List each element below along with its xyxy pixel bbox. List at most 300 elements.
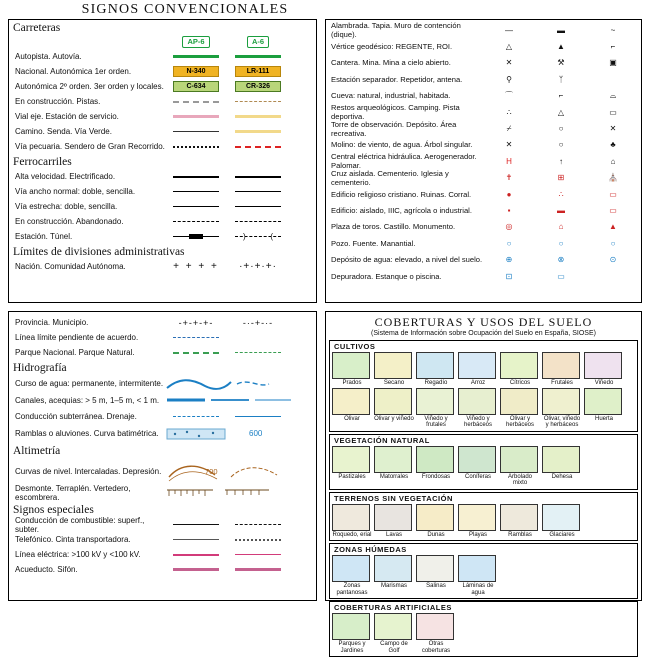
siose-swatch: [542, 388, 580, 415]
point-symbol-glyph: ✕: [505, 58, 513, 68]
siose-caption: Arbolado mixto: [507, 473, 533, 486]
point-symbol-glyph: ✕: [609, 124, 617, 134]
symbol-contour-lines: [165, 459, 305, 483]
siose-swatch: [332, 555, 370, 582]
siose-tile-row: [332, 351, 635, 387]
siose-swatch: [458, 446, 496, 473]
point-symbol-glyph: H: [506, 156, 512, 166]
point-symbol-glyph: ♣: [610, 140, 616, 150]
symbol-fuel-pipeline-surface: [173, 524, 219, 525]
row-desmonte: [9, 484, 316, 502]
symbol-conveyor-belt: [235, 539, 281, 541]
label-desmonte: Desmonte. Terraplén. Vertedero, escombrera.: [15, 484, 131, 502]
row-linea-pendiente: [9, 330, 316, 345]
siose-groups: [326, 340, 641, 657]
tag-n340: N-340: [173, 66, 219, 77]
symbol-tunnel: ) (: [235, 236, 281, 237]
siose-tile[interactable]: [332, 388, 372, 429]
siose-tile[interactable]: [416, 352, 456, 387]
siose-swatch: [332, 446, 370, 473]
point-symbol-glyph: ⊞: [557, 173, 565, 183]
siose-caption: Playas: [468, 531, 487, 538]
point-symbol-glyph: ▲: [557, 42, 565, 52]
point-symbol-glyph: ⛪: [608, 173, 618, 183]
siose-tile[interactable]: [374, 613, 414, 654]
siose-group-heading: COBERTURAS ARTIFICIALES: [334, 603, 452, 612]
siose-caption: Olivar, viñedo y herbáceos: [543, 415, 581, 428]
siose-group-heading: CULTIVOS: [334, 342, 376, 351]
point-symbol-glyph: ⌐: [610, 42, 616, 52]
symbol-ramblas: [165, 426, 245, 442]
point-symbol-label: Restos arqueológicos. Camping. Pista deportiva.: [331, 103, 460, 122]
siose-swatch: [374, 504, 412, 531]
point-symbol-glyph: ○: [506, 238, 512, 248]
symbol-province-boundary: -+-+-+-: [178, 317, 214, 328]
row-conduccion-subterranea: [9, 409, 316, 424]
label-linea-pendiente: Línea límite pendiente de acuerdo.: [15, 333, 139, 342]
point-symbol-glyph: ✕: [505, 140, 513, 150]
label-camino-senda: Camino. Senda. Vía Verde.: [15, 126, 112, 136]
siose-tile[interactable]: [458, 446, 498, 487]
siose-swatch: [458, 352, 496, 379]
label-telefonico: Telefónico. Cinta transportadora.: [15, 535, 131, 544]
section-heading-hidrografia: Hidrografía: [13, 362, 67, 374]
label-nacional: Nacional. Autonómica 1er orden.: [15, 66, 132, 76]
row-nacion-ca: [9, 259, 316, 274]
siose-caption: Prados: [342, 380, 362, 386]
point-symbol-glyph: ⌂: [610, 156, 616, 166]
label-curso-agua: Curso de agua: permanente, intermitente.: [15, 379, 164, 388]
siose-caption: Viñedo: [594, 380, 614, 386]
siose-swatch: [416, 446, 454, 473]
symbol-natural-park: [235, 352, 281, 353]
siose-tile[interactable]: [416, 388, 456, 429]
point-symbol-glyph: ∴: [506, 107, 512, 117]
point-symbol-glyph: △: [557, 107, 565, 117]
point-symbol-row: [326, 251, 641, 267]
row-estacion-tunel: [9, 229, 316, 244]
row-rail-construccion: [9, 214, 316, 229]
shield-a6: A-6: [247, 36, 269, 48]
label-acueducto: Acueducto. Sifón.: [15, 565, 78, 574]
row-camino-senda: [9, 124, 316, 139]
point-symbol-row: [326, 153, 641, 169]
section-heading-signos-especiales: Signos especiales: [13, 504, 94, 516]
siose-caption: Zonas pantanosas: [336, 583, 368, 596]
label-autonomica: Autonómica 2º orden. 3er orden y locales.: [15, 81, 164, 91]
siose-swatch: [374, 352, 412, 379]
symbol-service-station: [235, 115, 281, 118]
symbol-siphon: [235, 568, 281, 571]
siose-tile[interactable]: [500, 446, 540, 487]
point-symbol-glyph: ▭: [609, 107, 617, 117]
point-symbol-glyph: ▬: [557, 205, 565, 215]
point-symbol-glyph: ▲: [609, 222, 617, 232]
point-symbol-glyph: ∴: [558, 189, 564, 199]
siose-caption: Dunas: [427, 531, 445, 538]
symbol-track: [235, 101, 281, 102]
siose-caption: Olivar: [344, 415, 360, 422]
point-symbol-glyph: ᛉ: [558, 74, 564, 84]
point-symbol-glyph: ●: [506, 189, 512, 199]
symbol-municipal-boundary: -·-+-·-: [242, 317, 274, 328]
siose-caption: Cítricos: [509, 380, 531, 386]
symbol-camino: [173, 131, 219, 132]
label-bathymetric-value: 600: [249, 429, 263, 438]
siose-tile[interactable]: [500, 504, 540, 539]
symbol-station: [173, 236, 219, 237]
siose-tile[interactable]: [374, 388, 414, 429]
point-symbol-row: [326, 268, 641, 284]
siose-tile[interactable]: [374, 504, 414, 539]
symbol-ca-boundary: ·+·+·+·: [239, 260, 277, 272]
symbol-pending-boundary: [173, 337, 219, 338]
point-symbol-glyph: ⌒: [505, 91, 513, 101]
row-via-estrecha: [9, 199, 316, 214]
siose-group: [329, 601, 638, 657]
siose-caption: Regadío: [424, 380, 448, 386]
siose-caption: Lavas: [385, 531, 402, 538]
symbol-watercourse: [165, 376, 295, 392]
point-symbol-glyph: ◎: [505, 222, 513, 232]
siose-tile[interactable]: [332, 504, 372, 539]
symbol-gr-path: [235, 146, 281, 148]
section-heading-ferrocarriles: Ferrocarriles: [13, 156, 72, 168]
point-symbol-label: Vértice geodésico: REGENTE, ROI.: [331, 42, 453, 52]
symbol-motorway-line: [173, 55, 219, 58]
siose-tile[interactable]: [584, 352, 624, 387]
label-nacion-ca: Nación. Comunidad Autónoma.: [15, 261, 126, 271]
point-symbol-label: Depósito de agua: elevado, a nivel del suelo.: [331, 255, 483, 265]
point-symbol-glyph: ↑: [559, 156, 563, 166]
point-symbol-glyph: ~: [610, 25, 616, 35]
section-heading-carreteras: Carreteras: [13, 22, 61, 34]
siose-swatch: [374, 446, 412, 473]
point-symbol-label: Molino: de viento, de agua. Árbol singular.: [331, 140, 473, 150]
siose-group-heading: TERRENOS SIN VEGETACIÓN: [334, 493, 453, 503]
siose-title: COBERTURAS Y USOS DEL SUELO: [374, 315, 593, 329]
row-construccion-pistas: [9, 94, 316, 109]
point-symbol-row: [326, 186, 641, 202]
siose-swatch: [416, 504, 454, 531]
siose-caption: Viñedo y herbáceos: [463, 415, 493, 428]
siose-swatch: [584, 388, 622, 415]
siose-swatch: [500, 352, 538, 379]
row-parques: [9, 345, 316, 360]
symbol-narrow-double: [173, 206, 219, 207]
point-symbol-label: Edificio religioso cristiano. Ruinas. Corral.: [331, 189, 472, 199]
siose-caption: Huerta: [594, 415, 613, 422]
siose-tile[interactable]: [584, 388, 624, 429]
siose-tile[interactable]: [458, 388, 498, 429]
siose-tile[interactable]: [542, 504, 582, 539]
point-symbol-glyph: ✝: [505, 173, 513, 183]
section-heading-altimetria: Altimetría: [13, 445, 61, 457]
point-symbol-glyph: ▬: [557, 25, 565, 35]
label-via-estrecha: Vía estrecha: doble, sencilla.: [15, 201, 118, 211]
siose-caption: Olivar y herbáceos: [505, 415, 535, 428]
tag-c634: C-634: [173, 81, 219, 92]
symbol-drain: [235, 416, 281, 417]
siose-swatch: [416, 555, 454, 582]
siose-tile-row: [332, 503, 635, 539]
symbol-electrified-rail: [235, 176, 281, 178]
point-symbol-row: [326, 170, 641, 186]
siose-caption: Matorrales: [379, 473, 409, 480]
siose-group: [329, 543, 638, 599]
siose-tile-row: [332, 554, 635, 596]
siose-caption: Marismas: [380, 583, 407, 589]
point-symbol-label: Cantera. Mina. Mina a cielo abierto.: [331, 58, 451, 68]
point-symbol-glyph: ⌐: [558, 91, 564, 101]
row-telefonico: [9, 532, 316, 547]
point-symbol-glyph: ⊕: [505, 255, 513, 265]
symbol-rail-under-construction: [173, 221, 219, 222]
siose-caption: Viñedo y frutales: [424, 415, 448, 428]
point-symbol-glyph: ○: [610, 238, 616, 248]
siose-tile[interactable]: [458, 504, 498, 539]
point-symbol-glyph: ⊗: [557, 255, 565, 265]
label-construccion-pistas: En construcción. Pistas.: [15, 96, 101, 106]
row-vial-eje: [9, 109, 316, 124]
label-provincia-municipio: Provincia. Municipio.: [15, 318, 89, 327]
point-symbol-glyph: △: [505, 42, 513, 52]
point-symbol-glyph: ▭: [609, 205, 617, 215]
siose-tile[interactable]: [416, 613, 456, 654]
point-symbol-row: [326, 137, 641, 153]
symbol-dual-carriageway-line: [235, 55, 281, 58]
siose-swatch: [500, 446, 538, 473]
symbol-national-boundary: + + + +: [173, 260, 219, 272]
siose-subtitle: (Sistema de Información sobre Ocupación del Suelo en España, SIOSE): [371, 330, 596, 337]
point-symbol-label: Pozo. Fuente. Manantial.: [331, 238, 416, 248]
point-symbol-label: Cruz aislada. Cementerio. Iglesia y cementerio.: [331, 168, 449, 187]
tag-lr111: LR-111: [235, 66, 281, 77]
siose-swatch: [332, 504, 370, 531]
siose-group-heading: ZONAS HÚMEDAS: [334, 545, 407, 554]
point-symbol-label: Central eléctrica hidráulica. Aerogenerador. Palomar.: [331, 152, 477, 171]
siose-tile-row: [332, 612, 635, 654]
label-parques: Parque Nacional. Parque Natural.: [15, 348, 135, 357]
point-symbol-label: Torre de observación. Depósito. Área recreativa.: [331, 119, 457, 138]
siose-caption: Olivar y viñedo: [374, 415, 414, 422]
symbol-rail-abandoned: [235, 221, 281, 222]
label-ramblas: Ramblas o aluviones. Curva batimétrica.: [15, 429, 159, 438]
point-symbol-glyph: ▭: [557, 271, 565, 281]
siose-caption: Frondosas: [421, 473, 451, 480]
point-symbol-glyph: ▪: [507, 205, 511, 215]
point-symbol-row: [326, 120, 641, 136]
point-symbol-row: [326, 104, 641, 120]
siose-caption: Salinas: [426, 583, 446, 589]
row-acueducto: [9, 562, 316, 577]
siose-tile[interactable]: [332, 446, 372, 487]
siose-swatch: [374, 613, 412, 640]
siose-group: [329, 492, 638, 542]
siose-tile[interactable]: [458, 352, 498, 387]
label-autopista: Autopista. Autovía.: [15, 51, 82, 61]
row-via-ancha: [9, 184, 316, 199]
point-symbol-glyph: ⌓: [609, 90, 617, 100]
symbol-cutting-embankment: [165, 486, 315, 500]
row-linea-electrica: [9, 547, 316, 562]
point-symbol-glyph: ○: [558, 124, 564, 134]
siose-caption: Otras coberturas: [421, 641, 451, 654]
siose-tile[interactable]: [416, 446, 456, 487]
symbol-power-line-low: [235, 554, 281, 555]
siose-tile-row: [332, 387, 635, 429]
row-canales: [9, 392, 316, 409]
siose-tile[interactable]: [374, 446, 414, 487]
point-symbol-label: Cueva: natural, industrial, habitada.: [331, 91, 451, 101]
siose-caption: Pastizales: [338, 473, 366, 480]
label-vial-eje: Vial eje. Estación de servicio.: [15, 111, 119, 121]
row-curso-agua: [9, 375, 316, 392]
siose-swatch: [416, 352, 454, 379]
point-symbol-glyph: ⊡: [505, 271, 513, 281]
panel-roads-railways: [8, 19, 317, 303]
symbol-power-line-high: [173, 554, 219, 556]
siose-swatch: [542, 446, 580, 473]
siose-swatch: [458, 504, 496, 531]
siose-caption: Parques y Jardines: [338, 641, 366, 654]
siose-swatch: [416, 388, 454, 415]
row-combustible: [9, 517, 316, 532]
symbol-high-speed-rail: [173, 176, 219, 178]
siose-caption: Frutales: [551, 380, 573, 386]
symbol-canals: [165, 394, 295, 408]
row-via-pecuaria: [9, 139, 316, 154]
label-combustible: Conducción de combustible: superf., subter.: [15, 515, 145, 534]
label-curvas-nivel: Curvas de nivel. Intercaladas. Depresión.: [15, 466, 162, 476]
label-estacion-tunel: Estación. Túnel.: [15, 231, 73, 241]
point-symbol-list: [326, 20, 641, 284]
siose-group: [329, 340, 638, 432]
siose-tile[interactable]: [542, 352, 582, 387]
point-symbol-row: [326, 71, 641, 87]
siose-swatch: [374, 555, 412, 582]
point-symbol-glyph: ○: [558, 238, 564, 248]
siose-swatch: [500, 388, 538, 415]
symbol-via-pecuaria: [173, 146, 219, 148]
symbol-double-track: [173, 191, 219, 192]
page-title: SIGNOS CONVENCIONALES: [81, 2, 289, 17]
point-symbol-row: [326, 235, 641, 251]
symbol-vial-eje: [173, 115, 219, 118]
siose-swatch: [332, 388, 370, 415]
siose-tile[interactable]: [374, 555, 414, 596]
point-symbol-glyph: ○: [558, 140, 564, 150]
symbol-national-park: [173, 352, 219, 354]
row-alta-velocidad: [9, 169, 316, 184]
row-ramblas: [9, 424, 316, 443]
symbol-fuel-pipeline-underground: [235, 524, 281, 525]
tag-cr326: CR-326: [235, 81, 281, 92]
siose-caption: Roquedo, erial: [332, 531, 372, 538]
siose-caption: Coníferas: [464, 473, 491, 480]
siose-swatch: [542, 352, 580, 379]
siose-swatch: [374, 388, 412, 415]
siose-tile-row: [332, 445, 635, 487]
point-symbol-row: [326, 55, 641, 71]
point-symbol-glyph: ⚒: [557, 58, 565, 68]
siose-tile[interactable]: [332, 613, 372, 654]
label-canales: Canales, acequias: > 5 m, 1–5 m, < 1 m.: [15, 396, 160, 405]
siose-tile[interactable]: [416, 504, 456, 539]
label-alta-velocidad: Alta velocidad. Electrificado.: [15, 171, 116, 181]
point-symbol-label: Edificio: aislado, IIIC, agrícola o industrial.: [331, 205, 472, 215]
siose-swatch: [458, 555, 496, 582]
siose-swatch: [542, 504, 580, 531]
siose-caption: Secano: [383, 380, 405, 386]
label-conduccion-subterranea: Conducción subterránea. Drenaje.: [15, 412, 137, 421]
siose-tile[interactable]: [458, 555, 498, 596]
point-symbol-glyph: ▣: [609, 58, 617, 68]
siose-caption: Ramblas: [508, 531, 532, 538]
siose-tile[interactable]: [374, 352, 414, 387]
siose-swatch: [332, 352, 370, 379]
siose-swatch: [332, 613, 370, 640]
row-nacional: [9, 64, 316, 79]
symbol-underground-pipe: [173, 416, 219, 417]
symbol-via-verde: [235, 130, 281, 133]
point-symbol-row: [326, 88, 641, 104]
point-symbol-label: Depuradora. Estanque o piscina.: [331, 271, 442, 281]
panel-siose: [325, 311, 642, 654]
siose-swatch: [584, 352, 622, 379]
label-contour-value: 700: [205, 466, 218, 476]
symbol-single-track: [235, 191, 281, 192]
point-symbol-glyph: ⚲: [506, 74, 512, 84]
point-symbol-glyph: ⌂: [558, 222, 564, 232]
siose-group: [329, 434, 638, 490]
point-symbol-glyph: ⊙: [609, 255, 617, 265]
symbol-aqueduct: [173, 568, 219, 571]
row-autonomica: [9, 79, 316, 94]
siose-tile[interactable]: [332, 555, 372, 596]
siose-group-heading: VEGETACIÓN NATURAL: [334, 435, 430, 445]
siose-caption: Arroz: [470, 380, 486, 386]
row-curvas-nivel: [9, 458, 316, 484]
label-linea-electrica: Línea eléctrica: >100 kV y <100 kV.: [15, 550, 141, 559]
siose-tile[interactable]: [500, 388, 540, 429]
siose-tile[interactable]: [416, 555, 456, 596]
siose-tile[interactable]: [542, 388, 582, 429]
point-symbol-glyph: ⌿: [506, 123, 512, 133]
road-column-headers: [9, 35, 316, 49]
point-symbol-row: [326, 202, 641, 218]
label-via-ancha: Vía ancho normal: doble, sencilla.: [15, 186, 136, 196]
symbol-narrow-single: [235, 206, 281, 207]
point-symbol-label: Plaza de toros. Castillo. Monumento.: [331, 222, 456, 232]
siose-caption: Dehesa: [551, 473, 573, 480]
shield-ap6: AP-6: [182, 36, 209, 48]
row-provincia-municipio: [9, 315, 316, 330]
point-symbol-label: Estación separador. Repetidor, antena.: [331, 74, 463, 84]
siose-tile[interactable]: [332, 352, 372, 387]
siose-caption: Láminas de agua: [462, 583, 494, 596]
siose-caption: Glaciares: [549, 531, 575, 538]
siose-swatch: [458, 388, 496, 415]
symbol-telephone-line: [173, 539, 219, 540]
point-symbol-row: [326, 22, 641, 38]
row-autopista: [9, 49, 316, 64]
siose-tile[interactable]: [500, 352, 540, 387]
siose-swatch: [500, 504, 538, 531]
point-symbol-glyph: —: [505, 25, 513, 35]
label-via-pecuaria: Vía pecuaria. Sendero de Gran Recorrido.: [15, 141, 165, 151]
siose-tile[interactable]: [542, 446, 582, 487]
